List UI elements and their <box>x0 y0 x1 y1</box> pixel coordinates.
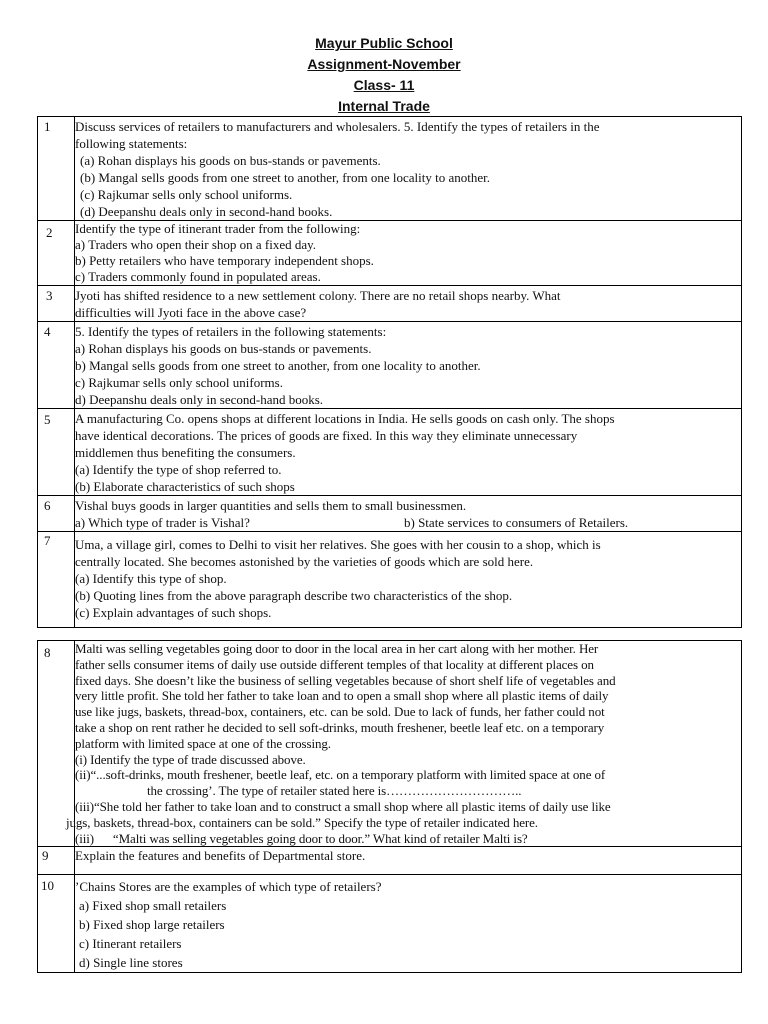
question-number: 9 <box>38 847 75 875</box>
question-text <box>66 641 742 847</box>
question-text <box>75 322 742 409</box>
question-line: centrally located. She becomes astonished by the varieties of goods which are sold here. <box>75 554 534 569</box>
question-row-8 <box>38 641 742 847</box>
assignment-title: Assignment-November <box>307 56 461 72</box>
question-line: (b) Elaborate characteristics of such shops <box>75 479 295 494</box>
question-line: d) Deepanshu deals only in second-hand books. <box>75 392 324 407</box>
question-number: 1 <box>38 117 75 221</box>
question-line: have identical decorations. The prices of goods are fixed. In this way they eliminate unnecessary <box>75 428 578 443</box>
question-line: use like jugs, baskets, thread-box, containers, etc. can be sold. Due to lack of funds, her father could not <box>75 704 605 720</box>
question-line: take a shop on rent rather he decided to sell soft-drinks, mouth freshener, beetle leaf etc. on a temporary <box>75 719 605 735</box>
question-line: b) Fixed shop large retailers <box>79 917 225 933</box>
question-line: c) Rajkumar sells only school uniforms. <box>75 375 283 390</box>
question-number: 6 <box>38 496 75 532</box>
question-line: fixed days. She doesn’t like the business of selling vegetables because of short shelf life of vegetables and <box>75 672 616 688</box>
question-table-2 <box>37 640 742 973</box>
question-line: (i) Identify the type of trade discussed above. <box>75 751 306 767</box>
question-row-7 <box>38 532 742 628</box>
question-line: difficulties will Jyoti face in the above case? <box>75 305 307 320</box>
question-text <box>75 221 742 286</box>
question-line: b) Mangal sells goods from one street to another, from one locality to another. <box>75 358 481 373</box>
question-number: 5 <box>38 409 75 496</box>
question-part: b) State services to consumers of Retailers. <box>404 515 629 530</box>
question-line: (a) Rohan displays his goods on bus-stands or pavements. <box>80 153 381 168</box>
question-line: ’Chains Stores are the examples of which type of retailers? <box>75 879 382 895</box>
question-line: 5. Identify the types of retailers in the following statements: <box>75 324 387 339</box>
question-parts <box>75 514 741 531</box>
question-row-3 <box>38 286 742 322</box>
question-line: (c) Explain advantages of such shops. <box>75 605 272 620</box>
question-number: 4 <box>38 322 75 409</box>
question-line: Identify the type of itinerant trader from the following: <box>75 221 361 236</box>
question-text <box>75 496 742 532</box>
question-line: b) Petty retailers who have temporary independent shops. <box>75 253 374 268</box>
question-line: d) Single line stores <box>79 955 183 971</box>
question-line: Malti was selling vegetables going door to door in the local area in her cart along with her mother. Her <box>75 641 599 656</box>
question-line: (iii) “Malti was selling vegetables going door to door.” What kind of retailer Malti is? <box>75 830 528 846</box>
question-text <box>75 847 742 875</box>
question-row-2 <box>38 221 742 286</box>
question-line: (d) Deepanshu deals only in second-hand books. <box>80 204 333 219</box>
question-number: 7 <box>38 532 75 628</box>
question-row-10 <box>38 875 742 973</box>
question-row-4 <box>38 322 742 409</box>
question-line: very little profit. She told her father to take loan and to open a small shop where all plastic items of daily <box>75 688 609 704</box>
question-line: A manufacturing Co. opens shops at different locations in India. He sells goods on cash only. The shops <box>75 411 615 426</box>
question-line: a) Rohan displays his goods on bus-stands or pavements. <box>75 341 372 356</box>
question-line: jugs, baskets, thread-box, containers can be sold.” Specify the type of retailer indicated here. <box>66 814 538 830</box>
question-line: Uma, a village girl, comes to Delhi to visit her relatives. She goes with her cousin to a shop, which is <box>75 537 601 552</box>
question-line: c) Traders commonly found in populated areas. <box>75 269 321 284</box>
question-line: (b) Mangal sells goods from one street to another, from one locality to another. <box>80 170 490 185</box>
question-row-6 <box>38 496 742 532</box>
question-line: a) Fixed shop small retailers <box>79 898 227 914</box>
question-text <box>75 286 742 322</box>
question-row-9 <box>38 847 742 875</box>
question-number: 8 <box>38 641 75 847</box>
question-line: c) Itinerant retailers <box>79 936 182 952</box>
subject-title: Internal Trade <box>338 98 430 114</box>
question-line: Vishal buys goods in larger quantities and sells them to small businessmen. <box>75 498 467 513</box>
question-line: (iii)“She told her father to take loan and to construct a small shop where all plastic items of daily use like <box>75 798 611 814</box>
question-table-1 <box>37 116 742 628</box>
question-row-5 <box>38 409 742 496</box>
question-number: 2 <box>38 221 75 286</box>
question-text <box>75 875 742 973</box>
question-text <box>75 532 742 628</box>
question-line: father sells consumer items of daily use outside different temples of that locality at different places on <box>75 656 594 672</box>
question-line: platform with limited space at one of the crossing. <box>75 735 331 751</box>
question-text <box>75 409 742 496</box>
question-number: 10 <box>38 875 75 973</box>
question-line: a) Traders who open their shop on a fixed day. <box>75 237 317 252</box>
question-line: (a) Identify the type of shop referred to. <box>75 462 282 477</box>
question-line: middlemen thus benefiting the consumers. <box>75 445 296 460</box>
question-line: Jyoti has shifted residence to a new settlement colony. There are no retail shops nearby. What <box>75 288 561 303</box>
class-label: Class- 11 <box>353 77 415 93</box>
question-line: (a) Identify this type of shop. <box>75 571 227 586</box>
question-part: a) Which type of trader is Vishal? <box>75 515 250 530</box>
school-name: Mayur Public School <box>315 35 453 51</box>
question-line: Discuss services of retailers to manufacturers and wholesalers. 5. Identify the types of retailers in the <box>75 119 600 134</box>
question-line: (c) Rajkumar sells only school uniforms. <box>80 187 293 202</box>
question-line: (b) Quoting lines from the above paragraph describe two characteristics of the shop. <box>75 588 513 603</box>
question-number: 3 <box>38 286 75 322</box>
question-line: following statements: <box>75 136 188 151</box>
question-text <box>75 117 742 221</box>
question-line: (ii)“...soft-drinks, mouth freshener, beetle leaf, etc. on a temporary platform with limited space at one of <box>75 767 606 783</box>
question-row-1 <box>38 117 742 221</box>
question-line: the crossing’. The type of retailer stated here is………………………….. <box>147 783 522 799</box>
question-line: Explain the features and benefits of Departmental store. <box>75 848 366 864</box>
